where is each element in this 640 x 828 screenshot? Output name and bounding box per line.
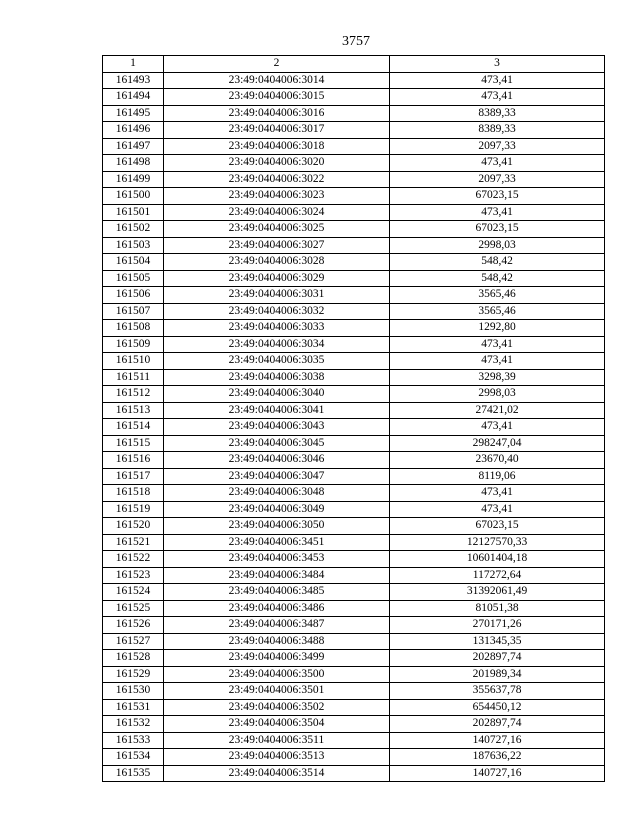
row-number-cell: 161523 [103, 567, 164, 584]
table-header [103, 56, 605, 73]
cadastral-number-cell: 23:49:0404006:3035 [164, 353, 390, 370]
value-cell: 270171,26 [390, 617, 605, 634]
value-cell: 2998,03 [390, 386, 605, 403]
cadastral-number-cell: 23:49:0404006:3513 [164, 749, 390, 766]
row-number-cell: 161521 [103, 534, 164, 551]
value-cell: 298247,04 [390, 435, 605, 452]
value-cell: 3565,46 [390, 303, 605, 320]
row-number-cell: 161503 [103, 237, 164, 254]
row-number-cell: 161506 [103, 287, 164, 304]
value-cell: 31392061,49 [390, 584, 605, 601]
value-cell: 202897,74 [390, 650, 605, 667]
cadastral-number-cell: 23:49:0404006:3050 [164, 518, 390, 535]
table-row [103, 204, 605, 221]
row-number-cell: 161528 [103, 650, 164, 667]
value-cell: 131345,35 [390, 633, 605, 650]
value-cell: 548,42 [390, 270, 605, 287]
table-row [103, 485, 605, 502]
row-number-cell: 161530 [103, 683, 164, 700]
cadastral-number-cell: 23:49:0404006:3018 [164, 138, 390, 155]
row-number-cell: 161510 [103, 353, 164, 370]
table-body [103, 72, 605, 782]
value-cell: 201989,34 [390, 666, 605, 683]
row-number-cell: 161509 [103, 336, 164, 353]
cadastral-number-cell: 23:49:0404006:3048 [164, 485, 390, 502]
row-number-cell: 161534 [103, 749, 164, 766]
row-number-cell: 161531 [103, 699, 164, 716]
value-cell: 27421,02 [390, 402, 605, 419]
table-row [103, 402, 605, 419]
table-row [103, 567, 605, 584]
row-number-cell: 161533 [103, 732, 164, 749]
value-cell: 3298,39 [390, 369, 605, 386]
row-number-cell: 161524 [103, 584, 164, 601]
table-row [103, 633, 605, 650]
table-row [103, 551, 605, 568]
value-cell: 473,41 [390, 72, 605, 89]
table-row [103, 287, 605, 304]
row-number-cell: 161504 [103, 254, 164, 271]
table-row [103, 732, 605, 749]
page-number: 3757 [342, 34, 370, 49]
table-row [103, 171, 605, 188]
cadastral-number-cell: 23:49:0404006:3033 [164, 320, 390, 337]
value-cell: 2097,33 [390, 171, 605, 188]
table-row [103, 270, 605, 287]
table-row [103, 584, 605, 601]
cadastral-number-cell: 23:49:0404006:3020 [164, 155, 390, 172]
cadastral-number-cell: 23:49:0404006:3023 [164, 188, 390, 205]
table-row [103, 749, 605, 766]
cadastral-number-cell: 23:49:0404006:3043 [164, 419, 390, 436]
table-row [103, 435, 605, 452]
value-cell: 81051,38 [390, 600, 605, 617]
cadastral-number-cell: 23:49:0404006:3014 [164, 72, 390, 89]
value-cell: 117272,64 [390, 567, 605, 584]
value-cell: 473,41 [390, 336, 605, 353]
value-cell: 8389,33 [390, 105, 605, 122]
cadastral-number-cell: 23:49:0404006:3015 [164, 89, 390, 106]
cadastral-number-cell: 23:49:0404006:3041 [164, 402, 390, 419]
value-cell: 23670,40 [390, 452, 605, 469]
table-row [103, 683, 605, 700]
value-cell: 202897,74 [390, 716, 605, 733]
row-number-cell: 161493 [103, 72, 164, 89]
cadastral-number-cell: 23:49:0404006:3511 [164, 732, 390, 749]
table-row [103, 89, 605, 106]
cadastral-number-cell: 23:49:0404006:3038 [164, 369, 390, 386]
table-row [103, 716, 605, 733]
header-col-3: 3 [390, 56, 605, 73]
header-row [103, 56, 605, 73]
cadastral-number-cell: 23:49:0404006:3029 [164, 270, 390, 287]
value-cell: 1292,80 [390, 320, 605, 337]
cadastral-number-cell: 23:49:0404006:3034 [164, 336, 390, 353]
table-row [103, 122, 605, 139]
value-cell: 548,42 [390, 254, 605, 271]
row-number-cell: 161500 [103, 188, 164, 205]
row-number-cell: 161513 [103, 402, 164, 419]
table-row [103, 72, 605, 89]
value-cell: 473,41 [390, 501, 605, 518]
value-cell: 473,41 [390, 485, 605, 502]
table-row [103, 518, 605, 535]
cadastral-number-cell: 23:49:0404006:3025 [164, 221, 390, 238]
row-number-cell: 161502 [103, 221, 164, 238]
row-number-cell: 161535 [103, 765, 164, 782]
cadastral-number-cell: 23:49:0404006:3047 [164, 468, 390, 485]
table-row [103, 155, 605, 172]
row-number-cell: 161519 [103, 501, 164, 518]
row-number-cell: 161520 [103, 518, 164, 535]
row-number-cell: 161525 [103, 600, 164, 617]
table-row [103, 534, 605, 551]
row-number-cell: 161522 [103, 551, 164, 568]
table-row [103, 501, 605, 518]
table-row [103, 666, 605, 683]
table-row [103, 452, 605, 469]
row-number-cell: 161529 [103, 666, 164, 683]
value-cell: 355637,78 [390, 683, 605, 700]
value-cell: 140727,16 [390, 765, 605, 782]
table-row [103, 320, 605, 337]
cadastral-number-cell: 23:49:0404006:3504 [164, 716, 390, 733]
row-number-cell: 161532 [103, 716, 164, 733]
value-cell: 3565,46 [390, 287, 605, 304]
header-col-1: 1 [103, 56, 164, 73]
cadastral-number-cell: 23:49:0404006:3501 [164, 683, 390, 700]
row-number-cell: 161496 [103, 122, 164, 139]
cadastral-number-cell: 23:49:0404006:3502 [164, 699, 390, 716]
value-cell: 473,41 [390, 353, 605, 370]
table-row [103, 188, 605, 205]
cadastral-number-cell: 23:49:0404006:3032 [164, 303, 390, 320]
value-cell: 67023,15 [390, 188, 605, 205]
value-cell: 187636,22 [390, 749, 605, 766]
value-cell: 10601404,18 [390, 551, 605, 568]
table-row [103, 765, 605, 782]
cadastral-number-cell: 23:49:0404006:3017 [164, 122, 390, 139]
value-cell: 8389,33 [390, 122, 605, 139]
row-number-cell: 161516 [103, 452, 164, 469]
table-row [103, 237, 605, 254]
value-cell: 12127570,33 [390, 534, 605, 551]
row-number-cell: 161498 [103, 155, 164, 172]
row-number-cell: 161518 [103, 485, 164, 502]
table-row [103, 221, 605, 238]
cadastral-number-cell: 23:49:0404006:3016 [164, 105, 390, 122]
value-cell: 473,41 [390, 204, 605, 221]
row-number-cell: 161507 [103, 303, 164, 320]
cadastral-number-cell: 23:49:0404006:3031 [164, 287, 390, 304]
cadastral-number-cell: 23:49:0404006:3486 [164, 600, 390, 617]
value-cell: 473,41 [390, 419, 605, 436]
cadastral-number-cell: 23:49:0404006:3045 [164, 435, 390, 452]
table-row [103, 138, 605, 155]
table-row [103, 617, 605, 634]
cadastral-number-cell: 23:49:0404006:3500 [164, 666, 390, 683]
cadastral-number-cell: 23:49:0404006:3484 [164, 567, 390, 584]
value-cell: 140727,16 [390, 732, 605, 749]
table-row [103, 386, 605, 403]
row-number-cell: 161505 [103, 270, 164, 287]
table-row [103, 254, 605, 271]
cadastral-number-cell: 23:49:0404006:3049 [164, 501, 390, 518]
table-row [103, 600, 605, 617]
value-cell: 473,41 [390, 89, 605, 106]
cadastral-number-cell: 23:49:0404006:3028 [164, 254, 390, 271]
table-row [103, 419, 605, 436]
header-col-2: 2 [164, 56, 390, 73]
cadastral-number-cell: 23:49:0404006:3024 [164, 204, 390, 221]
row-number-cell: 161527 [103, 633, 164, 650]
row-number-cell: 161499 [103, 171, 164, 188]
row-number-cell: 161512 [103, 386, 164, 403]
value-cell: 654450,12 [390, 699, 605, 716]
cadastral-number-cell: 23:49:0404006:3499 [164, 650, 390, 667]
cadastral-number-cell: 23:49:0404006:3046 [164, 452, 390, 469]
row-number-cell: 161515 [103, 435, 164, 452]
row-number-cell: 161511 [103, 369, 164, 386]
value-cell: 2998,03 [390, 237, 605, 254]
cadastral-number-cell: 23:49:0404006:3453 [164, 551, 390, 568]
value-cell: 2097,33 [390, 138, 605, 155]
cadastral-number-cell: 23:49:0404006:3488 [164, 633, 390, 650]
row-number-cell: 161508 [103, 320, 164, 337]
row-number-cell: 161495 [103, 105, 164, 122]
cadastral-number-cell: 23:49:0404006:3487 [164, 617, 390, 634]
value-cell: 67023,15 [390, 221, 605, 238]
registry-table [102, 55, 605, 782]
cadastral-number-cell: 23:49:0404006:3027 [164, 237, 390, 254]
table-row [103, 353, 605, 370]
table-row [103, 699, 605, 716]
cadastral-number-cell: 23:49:0404006:3040 [164, 386, 390, 403]
table-row [103, 468, 605, 485]
table-row [103, 105, 605, 122]
row-number-cell: 161497 [103, 138, 164, 155]
value-cell: 67023,15 [390, 518, 605, 535]
cadastral-number-cell: 23:49:0404006:3514 [164, 765, 390, 782]
table-row [103, 303, 605, 320]
row-number-cell: 161517 [103, 468, 164, 485]
table-row [103, 369, 605, 386]
row-number-cell: 161526 [103, 617, 164, 634]
value-cell: 8119,06 [390, 468, 605, 485]
cadastral-number-cell: 23:49:0404006:3451 [164, 534, 390, 551]
table-row [103, 336, 605, 353]
cadastral-number-cell: 23:49:0404006:3022 [164, 171, 390, 188]
row-number-cell: 161494 [103, 89, 164, 106]
row-number-cell: 161501 [103, 204, 164, 221]
cadastral-number-cell: 23:49:0404006:3485 [164, 584, 390, 601]
value-cell: 473,41 [390, 155, 605, 172]
row-number-cell: 161514 [103, 419, 164, 436]
table-row [103, 650, 605, 667]
